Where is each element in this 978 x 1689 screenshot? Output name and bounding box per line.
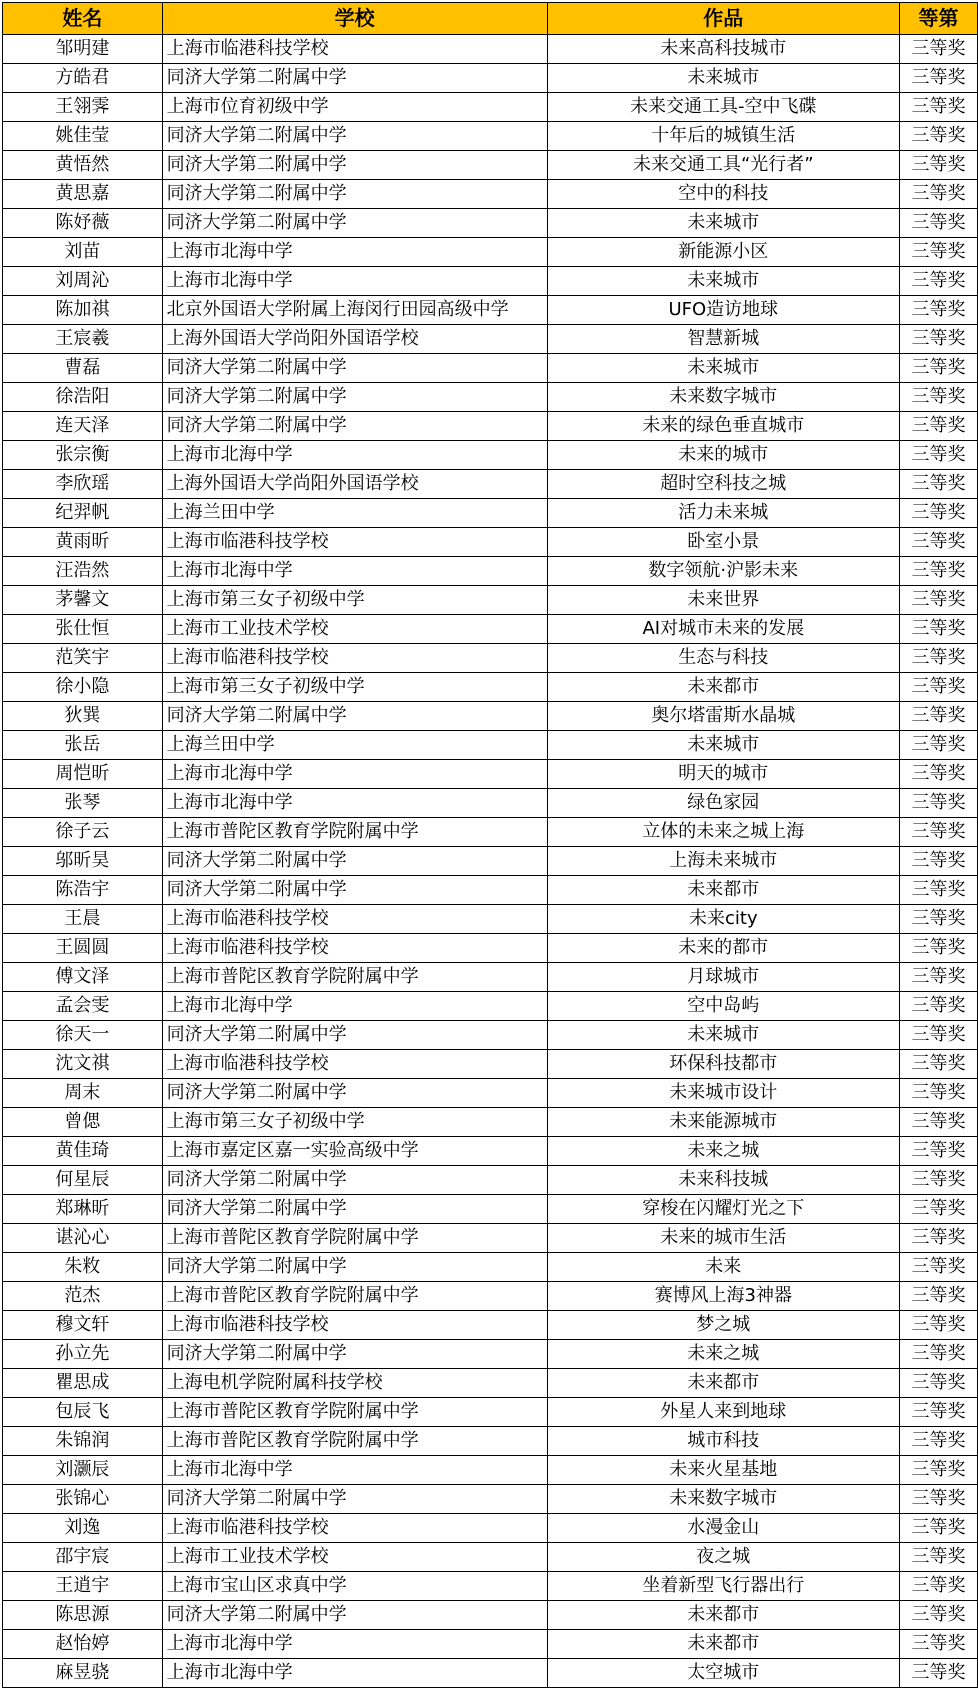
- table-row: [3, 673, 978, 702]
- cell-work: 未来city: [547, 905, 900, 934]
- cell-school: 上海市北海中学: [162, 1456, 547, 1485]
- cell-name: 王圆圆: [3, 934, 163, 963]
- cell-name: 谌沁心: [3, 1224, 163, 1253]
- cell-award: 三等奖: [900, 615, 978, 644]
- cell-name: 刘灏辰: [3, 1456, 163, 1485]
- cell-name: 王逍宇: [3, 1572, 163, 1601]
- cell-work: 赛博风上海3神器: [547, 1282, 900, 1311]
- cell-school: 同济大学第二附属中学: [162, 1166, 547, 1195]
- table-row: [3, 412, 978, 441]
- header-school: 学校: [162, 3, 547, 35]
- table-body: [3, 35, 978, 1688]
- table-row: [3, 1224, 978, 1253]
- cell-name: 邵宇宸: [3, 1543, 163, 1572]
- table-row: [3, 760, 978, 789]
- cell-name: 徐子云: [3, 818, 163, 847]
- cell-school: 上海市临港科技学校: [162, 1514, 547, 1543]
- cell-award: 三等奖: [900, 209, 978, 238]
- cell-award: 三等奖: [900, 760, 978, 789]
- cell-work: 未来城市: [547, 1021, 900, 1050]
- cell-award: 三等奖: [900, 1166, 978, 1195]
- cell-work: UFO造访地球: [547, 296, 900, 325]
- cell-work: 太空城市: [547, 1659, 900, 1688]
- cell-work: 月球城市: [547, 963, 900, 992]
- cell-award: 三等奖: [900, 412, 978, 441]
- table-row: [3, 35, 978, 64]
- cell-name: 傅文泽: [3, 963, 163, 992]
- cell-school: 上海市工业技术学校: [162, 1543, 547, 1572]
- table-row: [3, 1195, 978, 1224]
- cell-work: 未来都市: [547, 1369, 900, 1398]
- table-row: [3, 1311, 978, 1340]
- cell-work: 新能源小区: [547, 238, 900, 267]
- cell-award: 三等奖: [900, 586, 978, 615]
- table-row: [3, 1601, 978, 1630]
- cell-name: 周恺昕: [3, 760, 163, 789]
- cell-school: 同济大学第二附属中学: [162, 64, 547, 93]
- cell-name: 狄巽: [3, 702, 163, 731]
- table-row: [3, 383, 978, 412]
- cell-school: 同济大学第二附属中学: [162, 209, 547, 238]
- header-work: 作品: [547, 3, 900, 35]
- header-award: 等第: [900, 3, 978, 35]
- cell-name: 瞿思成: [3, 1369, 163, 1398]
- table-row: [3, 847, 978, 876]
- cell-name: 陈思源: [3, 1601, 163, 1630]
- table-row: [3, 1108, 978, 1137]
- table-row: [3, 1456, 978, 1485]
- cell-school: 上海市第三女子初级中学: [162, 586, 547, 615]
- cell-work: 生态与科技: [547, 644, 900, 673]
- table-row: [3, 1630, 978, 1659]
- cell-work: 未来城市设计: [547, 1079, 900, 1108]
- cell-work: 卧室小景: [547, 528, 900, 557]
- cell-work: 上海未来城市: [547, 847, 900, 876]
- table-row: [3, 992, 978, 1021]
- cell-name: 邹明建: [3, 35, 163, 64]
- table-row: [3, 1166, 978, 1195]
- cell-name: 张宗衡: [3, 441, 163, 470]
- cell-work: 未来都市: [547, 876, 900, 905]
- cell-school: 上海市普陀区教育学院附属中学: [162, 963, 547, 992]
- table-row: [3, 1485, 978, 1514]
- table-row: [3, 818, 978, 847]
- cell-award: 三等奖: [900, 905, 978, 934]
- cell-school: 上海市普陀区教育学院附属中学: [162, 1427, 547, 1456]
- cell-award: 三等奖: [900, 1514, 978, 1543]
- table-row: [3, 470, 978, 499]
- cell-school: 同济大学第二附属中学: [162, 354, 547, 383]
- cell-name: 张琴: [3, 789, 163, 818]
- cell-award: 三等奖: [900, 528, 978, 557]
- cell-work: 未来: [547, 1253, 900, 1282]
- cell-school: 上海市临港科技学校: [162, 528, 547, 557]
- cell-work: 十年后的城镇生活: [547, 122, 900, 151]
- cell-name: 黄思嘉: [3, 180, 163, 209]
- cell-award: 三等奖: [900, 1311, 978, 1340]
- cell-name: 陈加祺: [3, 296, 163, 325]
- cell-work: 未来都市: [547, 1601, 900, 1630]
- table-row: [3, 296, 978, 325]
- table-row: [3, 876, 978, 905]
- cell-school: 同济大学第二附属中学: [162, 151, 547, 180]
- cell-name: 曹磊: [3, 354, 163, 383]
- cell-name: 周末: [3, 1079, 163, 1108]
- table-row: [3, 644, 978, 673]
- cell-award: 三等奖: [900, 876, 978, 905]
- cell-work: 未来城市: [547, 354, 900, 383]
- cell-work: 未来城市: [547, 731, 900, 760]
- cell-work: 未来数字城市: [547, 1485, 900, 1514]
- table-row: [3, 1659, 978, 1688]
- cell-name: 孟会雯: [3, 992, 163, 1021]
- cell-school: 同济大学第二附属中学: [162, 1021, 547, 1050]
- cell-award: 三等奖: [900, 1456, 978, 1485]
- cell-award: 三等奖: [900, 1224, 978, 1253]
- table-row: [3, 93, 978, 122]
- cell-award: 三等奖: [900, 1572, 978, 1601]
- table-row: [3, 731, 978, 760]
- cell-school: 同济大学第二附属中学: [162, 1195, 547, 1224]
- cell-award: 三等奖: [900, 557, 978, 586]
- cell-award: 三等奖: [900, 1195, 978, 1224]
- table-row: [3, 209, 978, 238]
- table-row: [3, 1543, 978, 1572]
- cell-award: 三等奖: [900, 267, 978, 296]
- table-row: [3, 151, 978, 180]
- table-row: [3, 905, 978, 934]
- cell-award: 三等奖: [900, 673, 978, 702]
- cell-school: 上海市北海中学: [162, 760, 547, 789]
- cell-award: 三等奖: [900, 1427, 978, 1456]
- cell-name: 穆文轩: [3, 1311, 163, 1340]
- cell-work: 未来城市: [547, 267, 900, 296]
- cell-school: 上海市嘉定区嘉一实验高级中学: [162, 1137, 547, 1166]
- cell-school: 上海市临港科技学校: [162, 1311, 547, 1340]
- cell-name: 郑琳昕: [3, 1195, 163, 1224]
- cell-award: 三等奖: [900, 731, 978, 760]
- cell-name: 连天泽: [3, 412, 163, 441]
- cell-name: 徐天一: [3, 1021, 163, 1050]
- cell-award: 三等奖: [900, 1398, 978, 1427]
- cell-name: 黄悟然: [3, 151, 163, 180]
- cell-work: 活力未来城: [547, 499, 900, 528]
- table-row: [3, 441, 978, 470]
- cell-work: 夜之城: [547, 1543, 900, 1572]
- cell-school: 上海市北海中学: [162, 789, 547, 818]
- cell-award: 三等奖: [900, 992, 978, 1021]
- cell-name: 邬昕昊: [3, 847, 163, 876]
- cell-school: 同济大学第二附属中学: [162, 702, 547, 731]
- cell-work: 未来高科技城市: [547, 35, 900, 64]
- cell-school: 同济大学第二附属中学: [162, 1340, 547, 1369]
- table-row: [3, 557, 978, 586]
- cell-name: 王晨: [3, 905, 163, 934]
- cell-award: 三等奖: [900, 1282, 978, 1311]
- cell-name: 赵怡婷: [3, 1630, 163, 1659]
- cell-work: 绿色家园: [547, 789, 900, 818]
- table-row: [3, 1282, 978, 1311]
- cell-name: 朱锦润: [3, 1427, 163, 1456]
- cell-work: 未来的绿色垂直城市: [547, 412, 900, 441]
- cell-school: 同济大学第二附属中学: [162, 122, 547, 151]
- table-row: [3, 1253, 978, 1282]
- cell-work: 未来都市: [547, 1630, 900, 1659]
- cell-work: 未来数字城市: [547, 383, 900, 412]
- cell-name: 朱敉: [3, 1253, 163, 1282]
- cell-name: 王翎霁: [3, 93, 163, 122]
- cell-work: 奥尔塔雷斯水晶城: [547, 702, 900, 731]
- cell-award: 三等奖: [900, 1253, 978, 1282]
- cell-school: 上海市临港科技学校: [162, 35, 547, 64]
- cell-school: 上海市普陀区教育学院附属中学: [162, 818, 547, 847]
- cell-work: 未来城市: [547, 209, 900, 238]
- cell-school: 北京外国语大学附属上海闵行田园高级中学: [162, 296, 547, 325]
- cell-name: 徐浩阳: [3, 383, 163, 412]
- cell-award: 三等奖: [900, 93, 978, 122]
- table-row: [3, 64, 978, 93]
- cell-award: 三等奖: [900, 470, 978, 499]
- table-row: [3, 1050, 978, 1079]
- cell-award: 三等奖: [900, 1340, 978, 1369]
- cell-work: 外星人来到地球: [547, 1398, 900, 1427]
- table-row: [3, 1427, 978, 1456]
- cell-award: 三等奖: [900, 1137, 978, 1166]
- table-row: [3, 499, 978, 528]
- awards-table: [2, 2, 978, 1688]
- table-row: [3, 934, 978, 963]
- cell-award: 三等奖: [900, 963, 978, 992]
- cell-award: 三等奖: [900, 499, 978, 528]
- cell-name: 纪羿帆: [3, 499, 163, 528]
- cell-school: 上海市临港科技学校: [162, 934, 547, 963]
- cell-school: 上海市北海中学: [162, 441, 547, 470]
- cell-school: 上海市第三女子初级中学: [162, 673, 547, 702]
- cell-work: 未来城市: [547, 64, 900, 93]
- cell-school: 上海市临港科技学校: [162, 1050, 547, 1079]
- cell-award: 三等奖: [900, 35, 978, 64]
- cell-school: 上海市位育初级中学: [162, 93, 547, 122]
- cell-award: 三等奖: [900, 238, 978, 267]
- cell-award: 三等奖: [900, 644, 978, 673]
- cell-name: 汪浩然: [3, 557, 163, 586]
- table-row: [3, 963, 978, 992]
- cell-name: 麻昱骁: [3, 1659, 163, 1688]
- table-row: [3, 1514, 978, 1543]
- cell-name: 张锦心: [3, 1485, 163, 1514]
- table-row: [3, 122, 978, 151]
- cell-work: 城市科技: [547, 1427, 900, 1456]
- cell-name: 姚佳莹: [3, 122, 163, 151]
- cell-award: 三等奖: [900, 1108, 978, 1137]
- cell-school: 同济大学第二附属中学: [162, 1079, 547, 1108]
- cell-name: 徐小隐: [3, 673, 163, 702]
- cell-name: 何星辰: [3, 1166, 163, 1195]
- table-row: [3, 180, 978, 209]
- table-row: [3, 1137, 978, 1166]
- cell-name: 范杰: [3, 1282, 163, 1311]
- table-row: [3, 1079, 978, 1108]
- cell-award: 三等奖: [900, 1079, 978, 1108]
- cell-school: 上海市北海中学: [162, 557, 547, 586]
- cell-school: 上海市北海中学: [162, 238, 547, 267]
- cell-name: 黄雨昕: [3, 528, 163, 557]
- cell-award: 三等奖: [900, 1601, 978, 1630]
- cell-school: 上海市普陀区教育学院附属中学: [162, 1224, 547, 1253]
- cell-name: 茅馨文: [3, 586, 163, 615]
- cell-work: 未来科技城: [547, 1166, 900, 1195]
- cell-name: 刘周沁: [3, 267, 163, 296]
- cell-award: 三等奖: [900, 441, 978, 470]
- cell-work: 未来火星基地: [547, 1456, 900, 1485]
- cell-work: 立体的未来之城上海: [547, 818, 900, 847]
- cell-award: 三等奖: [900, 1543, 978, 1572]
- cell-work: 未来的城市生活: [547, 1224, 900, 1253]
- cell-work: 未来之城: [547, 1340, 900, 1369]
- cell-award: 三等奖: [900, 296, 978, 325]
- cell-name: 张仕恒: [3, 615, 163, 644]
- table-row: [3, 586, 978, 615]
- cell-work: 未来的城市: [547, 441, 900, 470]
- cell-school: 上海市临港科技学校: [162, 644, 547, 673]
- cell-award: 三等奖: [900, 1630, 978, 1659]
- cell-school: 上海外国语大学尚阳外国语学校: [162, 325, 547, 354]
- table-row: [3, 528, 978, 557]
- cell-school: 上海外国语大学尚阳外国语学校: [162, 470, 547, 499]
- cell-work: 未来之城: [547, 1137, 900, 1166]
- cell-award: 三等奖: [900, 64, 978, 93]
- cell-work: 明天的城市: [547, 760, 900, 789]
- table-row: [3, 267, 978, 296]
- cell-name: 孙立先: [3, 1340, 163, 1369]
- cell-award: 三等奖: [900, 1659, 978, 1688]
- cell-work: 智慧新城: [547, 325, 900, 354]
- table-row: [3, 1398, 978, 1427]
- cell-work: 未来交通工具“光行者”: [547, 151, 900, 180]
- cell-award: 三等奖: [900, 180, 978, 209]
- cell-name: 李欣瑶: [3, 470, 163, 499]
- cell-school: 上海兰田中学: [162, 499, 547, 528]
- cell-school: 上海市北海中学: [162, 1659, 547, 1688]
- table-row: [3, 1340, 978, 1369]
- cell-work: 坐着新型飞行器出行: [547, 1572, 900, 1601]
- cell-school: 上海市普陀区教育学院附属中学: [162, 1398, 547, 1427]
- header-row: [3, 3, 978, 35]
- cell-work: 超时空科技之城: [547, 470, 900, 499]
- cell-name: 刘逸: [3, 1514, 163, 1543]
- cell-name: 曾偲: [3, 1108, 163, 1137]
- cell-school: 上海市普陀区教育学院附属中学: [162, 1282, 547, 1311]
- cell-school: 同济大学第二附属中学: [162, 383, 547, 412]
- cell-work: 数字领航·沪影未来: [547, 557, 900, 586]
- cell-award: 三等奖: [900, 789, 978, 818]
- cell-award: 三等奖: [900, 325, 978, 354]
- cell-work: 环保科技都市: [547, 1050, 900, 1079]
- cell-work: 未来的都市: [547, 934, 900, 963]
- cell-work: 梦之城: [547, 1311, 900, 1340]
- cell-work: 穿梭在闪耀灯光之下: [547, 1195, 900, 1224]
- cell-school: 上海兰田中学: [162, 731, 547, 760]
- cell-name: 包辰飞: [3, 1398, 163, 1427]
- cell-award: 三等奖: [900, 354, 978, 383]
- cell-name: 刘苗: [3, 238, 163, 267]
- cell-work: 水漫金山: [547, 1514, 900, 1543]
- cell-award: 三等奖: [900, 818, 978, 847]
- cell-award: 三等奖: [900, 702, 978, 731]
- cell-name: 王宸羲: [3, 325, 163, 354]
- table-row: [3, 702, 978, 731]
- cell-school: 上海市北海中学: [162, 1630, 547, 1659]
- table-row: [3, 325, 978, 354]
- cell-work: 未来交通工具-空中飞碟: [547, 93, 900, 122]
- cell-name: 范笑宇: [3, 644, 163, 673]
- cell-name: 沈文祺: [3, 1050, 163, 1079]
- cell-award: 三等奖: [900, 847, 978, 876]
- cell-award: 三等奖: [900, 1485, 978, 1514]
- cell-work: 空中的科技: [547, 180, 900, 209]
- table-row: [3, 238, 978, 267]
- cell-school: 同济大学第二附属中学: [162, 1601, 547, 1630]
- cell-award: 三等奖: [900, 383, 978, 412]
- cell-school: 上海市北海中学: [162, 992, 547, 1021]
- cell-work: 未来世界: [547, 586, 900, 615]
- cell-award: 三等奖: [900, 151, 978, 180]
- cell-school: 同济大学第二附属中学: [162, 847, 547, 876]
- header-name: 姓名: [3, 3, 163, 35]
- table-row: [3, 1021, 978, 1050]
- cell-school: 上海市临港科技学校: [162, 905, 547, 934]
- cell-award: 三等奖: [900, 1050, 978, 1079]
- table-row: [3, 615, 978, 644]
- cell-award: 三等奖: [900, 1021, 978, 1050]
- cell-work: 空中岛屿: [547, 992, 900, 1021]
- cell-school: 同济大学第二附属中学: [162, 180, 547, 209]
- cell-school: 同济大学第二附属中学: [162, 876, 547, 905]
- cell-school: 上海市北海中学: [162, 267, 547, 296]
- cell-name: 方皓君: [3, 64, 163, 93]
- cell-name: 黄佳琦: [3, 1137, 163, 1166]
- cell-school: 同济大学第二附属中学: [162, 412, 547, 441]
- cell-name: 陈妤薇: [3, 209, 163, 238]
- cell-award: 三等奖: [900, 122, 978, 151]
- table-row: [3, 1572, 978, 1601]
- cell-name: 陈浩宇: [3, 876, 163, 905]
- cell-school: 上海电机学院附属科技学校: [162, 1369, 547, 1398]
- cell-work: 未来能源城市: [547, 1108, 900, 1137]
- cell-award: 三等奖: [900, 1369, 978, 1398]
- table-row: [3, 354, 978, 383]
- cell-school: 同济大学第二附属中学: [162, 1253, 547, 1282]
- table-row: [3, 1369, 978, 1398]
- cell-name: 张岳: [3, 731, 163, 760]
- cell-award: 三等奖: [900, 934, 978, 963]
- cell-work: 未来都市: [547, 673, 900, 702]
- cell-school: 上海市宝山区求真中学: [162, 1572, 547, 1601]
- cell-work: AI对城市未来的发展: [547, 615, 900, 644]
- cell-school: 上海市第三女子初级中学: [162, 1108, 547, 1137]
- table-row: [3, 789, 978, 818]
- cell-school: 上海市工业技术学校: [162, 615, 547, 644]
- cell-school: 同济大学第二附属中学: [162, 1485, 547, 1514]
